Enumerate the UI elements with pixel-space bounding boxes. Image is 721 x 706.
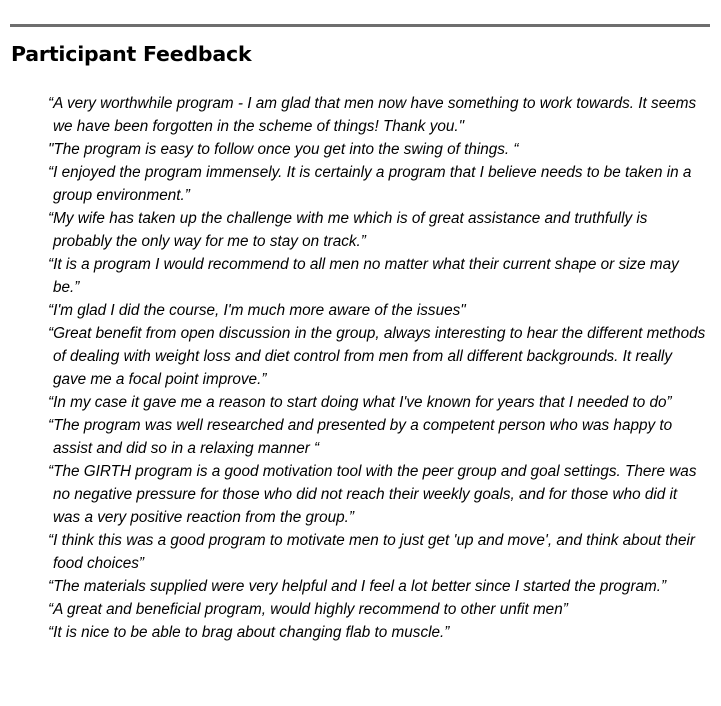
feedback-quote: “In my case it gave me a reason to start doing what I've known for years that I needed to do” <box>48 394 672 411</box>
feedback-quote: “It is a program I would recommend to all men no matter what their current shape or size may be.” <box>48 256 679 296</box>
feedback-quote: “The program was well researched and presented by a competent person who was happy to assist and did so in a relaxing manner “ <box>48 417 673 457</box>
feedback-quote: “I enjoyed the program immensely. It is certainly a program that I believe needs to be taken in a group environment.” <box>48 164 692 204</box>
feedback-quote: “The materials supplied were very helpful and I feel a lot better since I started the program.” <box>48 578 667 595</box>
feedback-quote: “I think this was a good program to motivate men to just get 'up and move', and think about their food choices” <box>48 532 695 572</box>
top-divider <box>10 24 710 27</box>
feedback-quote: “A great and beneficial program, would highly recommend to other unfit men” <box>48 601 568 618</box>
feedback-quote: “A very worthwhile program - I am glad that men now have something to work towards. It seems we have been forgotten in the scheme of things! Thank you." <box>48 95 697 135</box>
feedback-quote: “Great benefit from open discussion in the group, always interesting to hear the different methods of dealing with weight loss and diet control from men from all different backgrounds. It really gave me a focal point improve.” <box>48 325 706 388</box>
feedback-quote: “It is nice to be able to brag about changing flab to muscle.” <box>48 624 450 641</box>
feedback-quote: “I'm glad I did the course, I'm much more aware of the issues" <box>48 302 466 319</box>
page-title: Participant Feedback <box>11 42 252 66</box>
feedback-quote: “The GIRTH program is a good motivation tool with the peer group and goal settings. There was no negative pressure for those who did not reach their weekly goals, and for those who did it was a very positive reaction from the group.” <box>48 463 697 526</box>
feedback-quote: "The program is easy to follow once you get into the swing of things. “ <box>48 141 519 158</box>
feedback-quote: “My wife has taken up the challenge with me which is of great assistance and truthfully is probably the only way for me to stay on track.” <box>48 210 648 250</box>
feedback-list <box>48 92 708 644</box>
